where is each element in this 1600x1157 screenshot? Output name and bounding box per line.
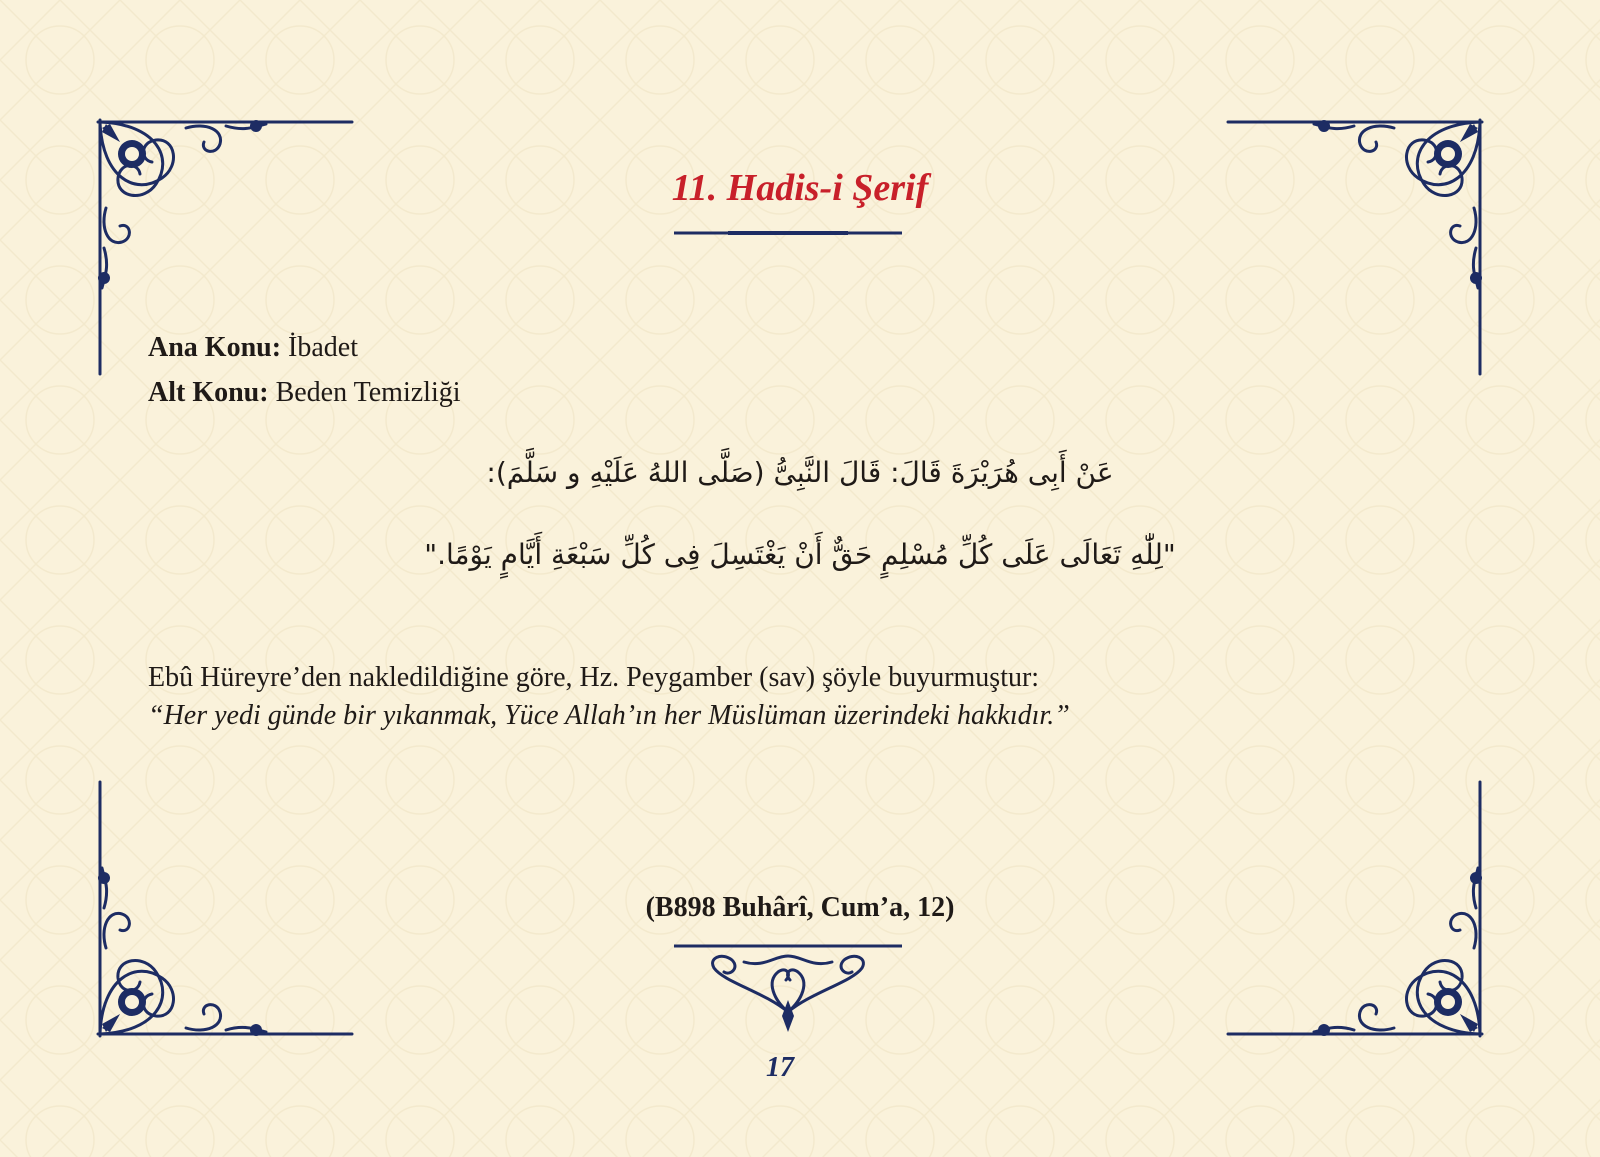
translation-quote: “Her yedi günde bir yıkanmak, Yüce Allah’ın her Müslüman üzerindeki hakkıdır.” [148,700,1070,731]
arabic-text-line-1: عَنْ أَبِى هُرَيْرَةَ قَالَ: قَالَ النَّبِىُّ (صَلَّى اللهُ عَلَيْهِ و سَلَّمَ): [486,456,1114,489]
page-title: 11. Hadis-i Şerif [671,167,929,209]
corner-ornament-top-right [1224,118,1484,378]
sub-topic [148,377,461,409]
corner-ornament-bottom-left [96,778,356,1038]
bottom-flourish-ornament [674,942,902,1034]
title-divider [674,228,902,238]
corner-ornament-bottom-right [1224,778,1484,1038]
page-number: 17 [766,1052,794,1083]
main-topic-value: İbadet [281,332,359,363]
main-topic-label: Ana Konu: [148,332,282,363]
sub-topic-label: Alt Konu: [148,377,269,408]
arabic-text-line-2: "لِلّٰهِ تَعَالَى عَلَى كُلِّ مُسْلِمٍ حَقٌّ أَنْ يَغْتَسِلَ فِى كُلِّ سَبْعَةِ أَيَّامٍ يَوْمًا." [424,538,1176,571]
main-topic [148,332,358,364]
translation-intro: Ebû Hüreyre’den nakledildiğine göre, Hz. Peygamber (sav) şöyle buyurmuştur: [148,662,1040,693]
sub-topic-value: Beden Temizliği [268,377,461,408]
source-reference: (B898 Buhârî, Cum’a, 12) [645,892,955,923]
